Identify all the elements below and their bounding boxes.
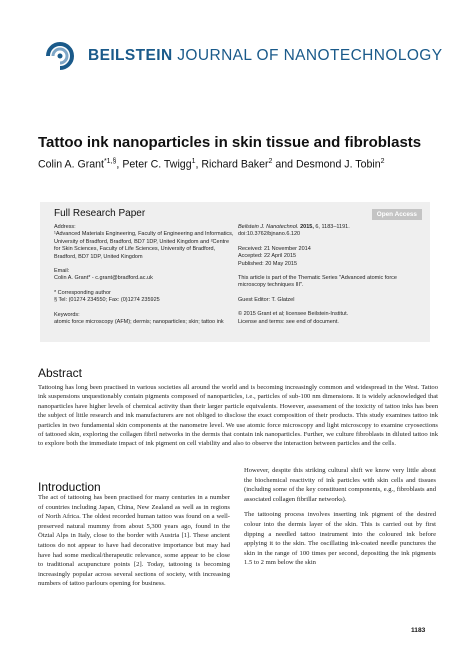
- copyright: © 2015 Grant et al; licensee Beilstein-Institut.: [238, 311, 349, 318]
- phone-fax: § Tel: (01274 234550; Fax: (0)1274 235925: [54, 297, 160, 304]
- page-number: 1183: [411, 627, 426, 634]
- info-right-column: [238, 224, 420, 333]
- article-type: Full Research Paper: [54, 208, 146, 219]
- corresponding-author-note: * Corresponding author: [54, 289, 111, 296]
- thematic-series-note: This article is part of the Thematic Series "Advanced atomic force microscopy techniques III".: [238, 275, 397, 289]
- keywords-label: Keywords:: [54, 311, 80, 318]
- doi-link[interactable]: doi:10.3762/bjnano.6.120: [238, 231, 301, 238]
- open-access-badge[interactable]: Open Access: [372, 209, 422, 220]
- journal-title: JOURNAL OF NANOTECHNOLOGY: [177, 47, 443, 64]
- author-name: Colin A. Grant: [38, 158, 104, 171]
- address-text: ¹Advanced Materials Engineering, Faculty of Engineering and Informatics, University of Bradford, Bradford, BD7 1DP, United Kingdom and ²Centre for Skin Sciences, Faculty of Life Sciences, University of Bradford, Bradford, BD7 1DP, United Kingdom: [54, 231, 234, 260]
- introduction-paragraph: The tattooing process involves inserting ink pigment of the desired colour into the dermis layer of the skin. This is carried out by first dipping a needled tattoo instrument into the coloured ink before applying it to the skin. The oscillating ink-coated needle punctures the skin in the range of 100 times per second, depositing the ink pigments 1.5 to 2 mm below the skin: [244, 511, 436, 567]
- introduction-paragraph: However, despite this striking cultural shift we know very little about the biochemical reactivity of ink particles with skin cells and tissues (including some of the key constituent components, e.g., fibroblasts and associated collagen fibrillar networks).: [244, 467, 436, 503]
- beilstein-logo-icon: [40, 38, 80, 74]
- introduction-right-column: [244, 466, 436, 568]
- info-left-column: [54, 224, 236, 333]
- author-affiliation: 1: [191, 158, 196, 165]
- journal-name: [88, 47, 443, 65]
- citation-pages: 6, 1183–1191.: [315, 224, 350, 230]
- address-label: Address:: [54, 224, 76, 230]
- introduction-heading: Introduction: [38, 480, 101, 494]
- abstract-heading: Abstract: [38, 366, 83, 380]
- received-date: Received: 21 November 2014: [238, 245, 311, 252]
- published-date: Published: 20 May 2015: [238, 260, 298, 267]
- author-list: Colin A. Grant$^{*1,\S}$, Peter C. Twigg$^1$, Richard Baker$^2$ and Desmond J. Tobin$^2$: [38, 158, 385, 171]
- author-affiliation: *1,§: [103, 158, 117, 165]
- guest-editor: Guest Editor: T. Glatzel: [238, 296, 295, 303]
- article-dates: [238, 246, 420, 268]
- article-info-box: [40, 202, 430, 342]
- article-title: Tattoo ink nanoparticles in skin tissue and fibroblasts: [38, 134, 422, 151]
- accepted-date: Accepted: 22 April 2015: [238, 253, 297, 260]
- author-affiliation: 2: [268, 158, 273, 165]
- email-link[interactable]: Colin A. Grant* - c.grant@bradford.ac.uk: [54, 275, 153, 282]
- journal-brand: BEILSTEIN: [88, 47, 173, 64]
- citation-year: 2015,: [300, 224, 314, 230]
- author-name: Richard Baker: [201, 158, 269, 171]
- citation-journal: Beilstein J. Nanotechnol.: [238, 224, 299, 230]
- abstract-text: Tattooing has long been practised in various societies all around the world and is becoming increasingly common and widespread in the West. Tattoo ink suspensions unquestionably contain pigments composed of nanoparticles, i.e., particles of sub-100 nm dimensions. It is widely acknowledged that nanoparticles have higher levels of chemical activity than their larger particle equivalents. However, assessment of the toxicity of tattoo inks has been the subject of little research and ink manufacturers are not obliged to disclose the exact composition of their products. This study examines tattoo ink particles in two fundamental skin components at the nanometre level. We use atomic force microscopy and light microscopy to examine cryosections of tattooed skin, exploring the collagen fibril networks in the dermis that contain ink nanoparticles. Further, we culture fibroblasts in diluted tattoo ink to explore both the immediate impact of ink pigment on cell viability and also to observe the interaction between particles and the cells.: [38, 384, 438, 448]
- email-label: Email:: [54, 268, 70, 275]
- journal-header: [40, 38, 443, 74]
- author-name: Peter C. Twigg: [122, 158, 192, 171]
- license-link[interactable]: License and terms: see end of document.: [238, 318, 339, 325]
- author-affiliation: 2: [380, 158, 385, 165]
- author-name: Desmond J. Tobin: [296, 158, 381, 171]
- introduction-left-column: The act of tattooing has been practised for many centuries in a number of countries including Japan, China, New Zealand as well as in regions of North Africa. The oldest recorded human tattoo was found on a well-preserved natural mummy from about 5,300 years ago, found in the Ötztal Alps in Italy, close to the border with Austria [1]. These ancient tattoos do not appear to have had decorative importance but may had have had some medical/therapeutic relevance, some appear to be close to traditional acupuncture points [2]. Today, tattooing is becoming increasingly popular across several sections of society, with increasing numbers of tattoo parlours opening for business.: [38, 494, 230, 588]
- keywords-list: atomic force microscopy (AFM); dermis; nanoparticles; skin; tattoo ink: [54, 319, 224, 326]
- citation: [238, 224, 420, 239]
